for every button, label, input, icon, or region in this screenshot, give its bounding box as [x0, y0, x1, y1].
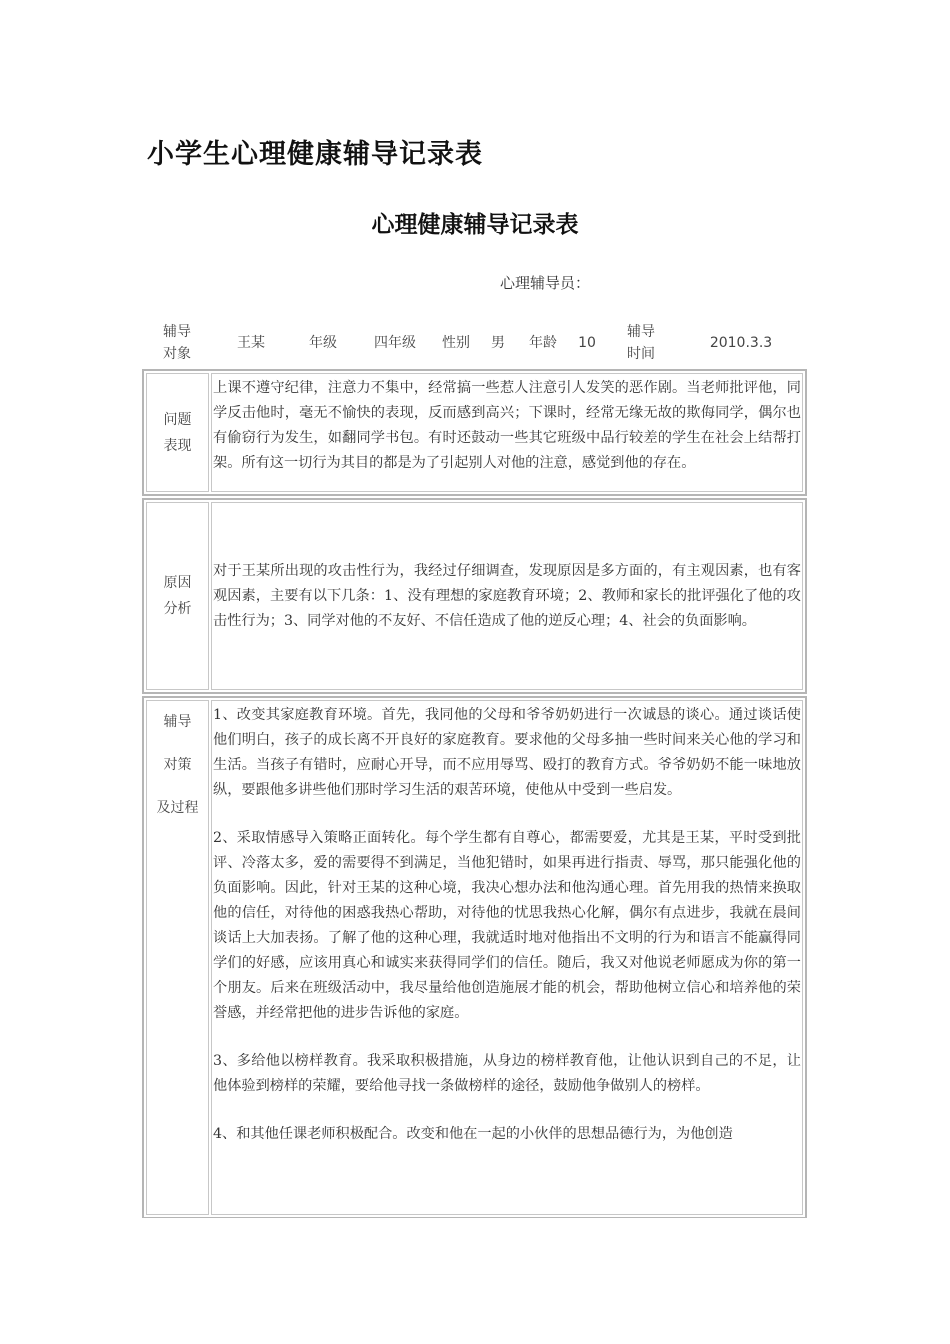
measures-section	[142, 696, 807, 1218]
cause-label-line1: 原因	[163, 575, 192, 591]
measures-label-line3: 及过程	[156, 800, 199, 816]
counsel-date: 2010.3.3	[709, 335, 773, 351]
target-label-line1: 辅导	[163, 324, 191, 340]
grade-label: 年级	[309, 335, 337, 351]
time-label-line1: 辅导	[627, 324, 655, 340]
measures-paragraph-2: 2、采取情感导入策略正面转化。每个学生都有自尊心，都需要爱，尤其是王某，平时受到批评、冷落太多，爱的需要得不到满足，当他犯错时，如果再进行指责、辱骂，那只能强化他的负面影响。因此，针对王某的这种心境，我决心想办法和他沟通心理。首先用我的热情来换取他的信任，对待他的困惑我热心帮助，对待他的忧思我热心化解，偶尔有点进步，我就在晨间谈话上大加表扬。了解了他的这种心理，我就适时地对他指出不文明的行为和语言不能赢得同学们的好感，应该用真心和诚实来获得同学们的信任。随后，我又对他说老师愿成为你的第一个朋友。后来在班级活动中，我尽量给他创造施展才能的机会，帮助他树立信心和培养他的荣誉感，并经常把他的进步告诉他的家庭。	[213, 830, 801, 1021]
document-title: 小学生心理健康辅导记录表	[147, 139, 483, 170]
gender-value: 男	[491, 335, 505, 351]
measures-label	[146, 700, 209, 1215]
gender-label: 性别	[442, 335, 470, 351]
measures-label-line2: 对策	[163, 757, 192, 773]
target-label-cell	[142, 318, 212, 368]
target-label-line2: 对象	[163, 346, 191, 362]
cause-label-line2: 分析	[163, 601, 192, 617]
time-label-cell	[606, 318, 676, 368]
form-title: 心理健康辅导记录表	[371, 212, 579, 238]
info-row	[142, 318, 810, 368]
student-name: 王某	[237, 335, 265, 351]
measures-content	[211, 700, 803, 1215]
counselor-label: 心理辅导员：	[500, 274, 591, 292]
cause-text: 对于王某所出现的攻击性行为，我经过仔细调查，发现原因是多方面的，有主观因素，也有客观因素，主要有以下几条：1、没有理想的家庭教育环境；2、教师和家长的批评强化了他的攻击性行为；3、同学对他的不友好、不信任造成了他的逆反心理；4、社会的负面影响。	[213, 562, 801, 629]
age-label: 年龄	[529, 335, 557, 351]
problem-label-line1: 问题	[163, 411, 192, 428]
problem-text: 上课不遵守纪律，注意力不集中，经常搞一些惹人注意引人发笑的恶作剧。当老师批评他，同学反击他时，毫无不愉快的表现，反而感到高兴；下课时，经常无缘无故的欺侮同学，偶尔也有偷窃行为发生，如翻同学书包。有时还鼓动一些其它班级中品行较差的学生在社会上结帮打架。所有这一切行为其目的都是为了引起别人对他的注意，感觉到他的存在。	[213, 380, 801, 471]
problem-content	[211, 373, 803, 492]
problem-label-line2: 表现	[163, 437, 192, 454]
cause-section	[142, 498, 807, 694]
problem-label	[146, 373, 209, 492]
problem-section	[142, 369, 807, 496]
cause-label	[146, 502, 209, 690]
grade-value: 四年级	[374, 335, 416, 351]
cause-content	[211, 502, 803, 690]
measures-paragraph-3: 3、多给他以榜样教育。我采取积极措施，从身边的榜样教育他，让他认识到自己的不足，让他体验到榜样的荣耀，要给他寻找一条做榜样的途径，鼓励他争做别人的榜样。	[213, 1053, 801, 1094]
measures-paragraph-1: 1、改变其家庭教育环境。首先，我同他的父母和爷爷奶奶进行一次诚恳的谈心。通过谈话使他们明白，孩子的成长离不开良好的家庭教育。要求他的父母多抽一些时间来关心他的学习和生活。当孩子有错时，应耐心开导，而不应用辱骂、殴打的教育方式。爷爷奶奶不能一味地放纵，要跟他多讲些他们那时学习生活的艰苦环境，使他从中受到一些启发。	[213, 707, 801, 798]
age-value: 10	[578, 335, 596, 351]
measures-label-line1: 辅导	[163, 714, 192, 730]
measures-paragraph-4: 4、和其他任课老师积极配合。改变和他在一起的小伙伴的思想品德行为，为他创造	[213, 1126, 733, 1142]
time-label-line2: 时间	[627, 346, 655, 362]
